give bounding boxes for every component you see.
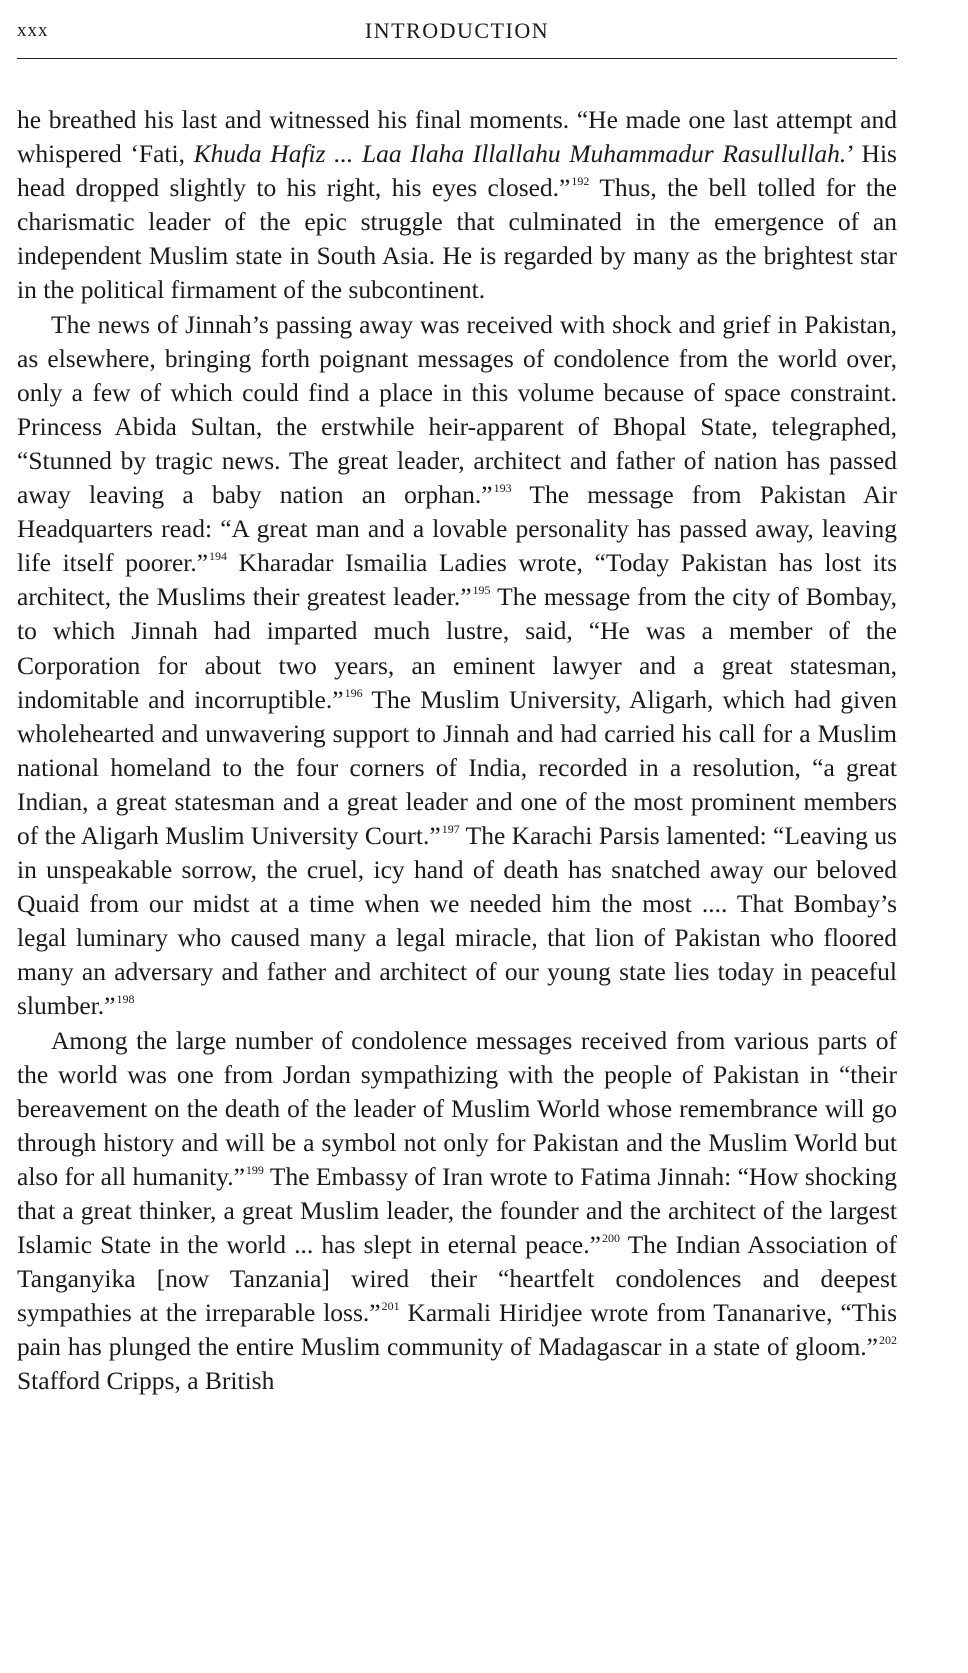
footnote-ref: 200 bbox=[601, 1231, 620, 1246]
text-run: Kharadar Ismailia Ladies wrote, “Today Pakistan has lost its architect, the Muslims their greatest leader.” bbox=[17, 548, 898, 612]
text-run: Stafford Cripps, a British bbox=[17, 1366, 275, 1396]
footnote-ref: 202 bbox=[879, 1333, 897, 1348]
text-run: Karmali Hiridjee wrote from Tananarive, “This pain has plunged the entire Muslim community of Madagascar in a state of gloom.” bbox=[17, 1298, 897, 1362]
text-run: ’ His head dropped slightly to his right, his eyes closed.” bbox=[17, 139, 897, 203]
text-run: The message from the city of Bombay, to which Jinnah had imparted much lustre, said, “He was a member of the Corporation for about two years, an eminent lawyer and a great statesman, indomitable and incorruptible.” bbox=[17, 582, 897, 714]
text-run: The Muslim University, Aligarh, which had given wholehearted and unwavering support to Jinnah and had carried his call for a Muslim national homeland to the four corners of India, recorded in a resolution, “a great Indian, a great statesman and a great leader and one of the most prominent members of the Aligarh Muslim University Court.” bbox=[17, 684, 898, 850]
text-run: Among the large number of condolence messages received from various parts of the world was one from Jordan sympathizing with the people of Pakistan in “their bereavement on the death of the leader of Muslim World whose remembrance will go through history and will be a symbol not only for Pakistan and the Muslim World but also for all humanity.” bbox=[17, 1025, 897, 1191]
footnote-ref: 192 bbox=[571, 174, 590, 189]
page-number: xxx bbox=[17, 20, 49, 41]
footnote-ref: 199 bbox=[245, 1162, 264, 1177]
footnote-ref: 197 bbox=[441, 821, 460, 836]
paragraph bbox=[17, 103, 897, 308]
running-head: INTRODUCTION bbox=[364, 18, 550, 43]
text-run: The news of Jinnah’s passing away was received with shock and grief in Pakistan, as elsewhere, bringing forth poignant messages of condolence from the world over, only a few of which could find a place in this volume because of space constraint. Princess Abida Sultan, the erstwhile heir-apparent of Bhopal State, telegraphed, “Stunned by tragic news. The great leader, architect and father of nation has passed away leaving a baby nation an orphan.” bbox=[17, 309, 897, 510]
page-header bbox=[17, 10, 897, 50]
footnote-ref: 195 bbox=[472, 583, 491, 598]
text-run: Thus, the bell tolled for the charismatic leader of the epic struggle that culminated in the emergence of an independent Muslim state in South Asia. He is regarded by many as the brightest star in the political firmament of the subcontinent. bbox=[17, 173, 898, 305]
text-run: he breathed his last and witnessed his final moments. “He made one last attempt and whispered ‘Fati, bbox=[17, 105, 897, 169]
footnote-ref: 198 bbox=[116, 992, 135, 1007]
text-run: The Karachi Parsis lamented: “Leaving us in unspeakable sorrow, the cruel, icy hand of death has snatched away our beloved Quaid from our midst at a time when we needed him the most .... That Bombay’s legal luminary who caused many a legal miracle, that lion of Pakistan who floored many an adversary and father and architect of our young state lies today in peaceful slumber.” bbox=[17, 820, 897, 1021]
text-run: The Embassy of Iran wrote to Fatima Jinnah: “How shocking that a great thinker, a great Muslim leader, the founder and the architect of the largest Islamic State in the world ... has slept in eternal peace.” bbox=[17, 1161, 897, 1260]
body-text bbox=[17, 103, 897, 1399]
paragraph bbox=[17, 308, 897, 1024]
footnote-ref: 196 bbox=[344, 685, 363, 700]
italic-phrase: Khuda Hafiz ... Laa Ilaha Illallahu Muhammadur Rasullullah. bbox=[193, 139, 847, 169]
text-run: The Indian Association of Tanganyika [now Tanzania] wired their “heartfelt condolences and deepest sympathies at the irreparable loss.” bbox=[17, 1230, 897, 1328]
paragraph bbox=[17, 1024, 897, 1399]
text-run: The message from Pakistan Air Headquarters read: “A great man and a lovable personality has passed away, leaving life itself poorer.” bbox=[17, 480, 897, 578]
footnote-ref: 201 bbox=[381, 1299, 400, 1314]
footnote-ref: 194 bbox=[209, 549, 228, 564]
footnote-ref: 193 bbox=[493, 481, 512, 496]
header-rule bbox=[17, 58, 897, 59]
